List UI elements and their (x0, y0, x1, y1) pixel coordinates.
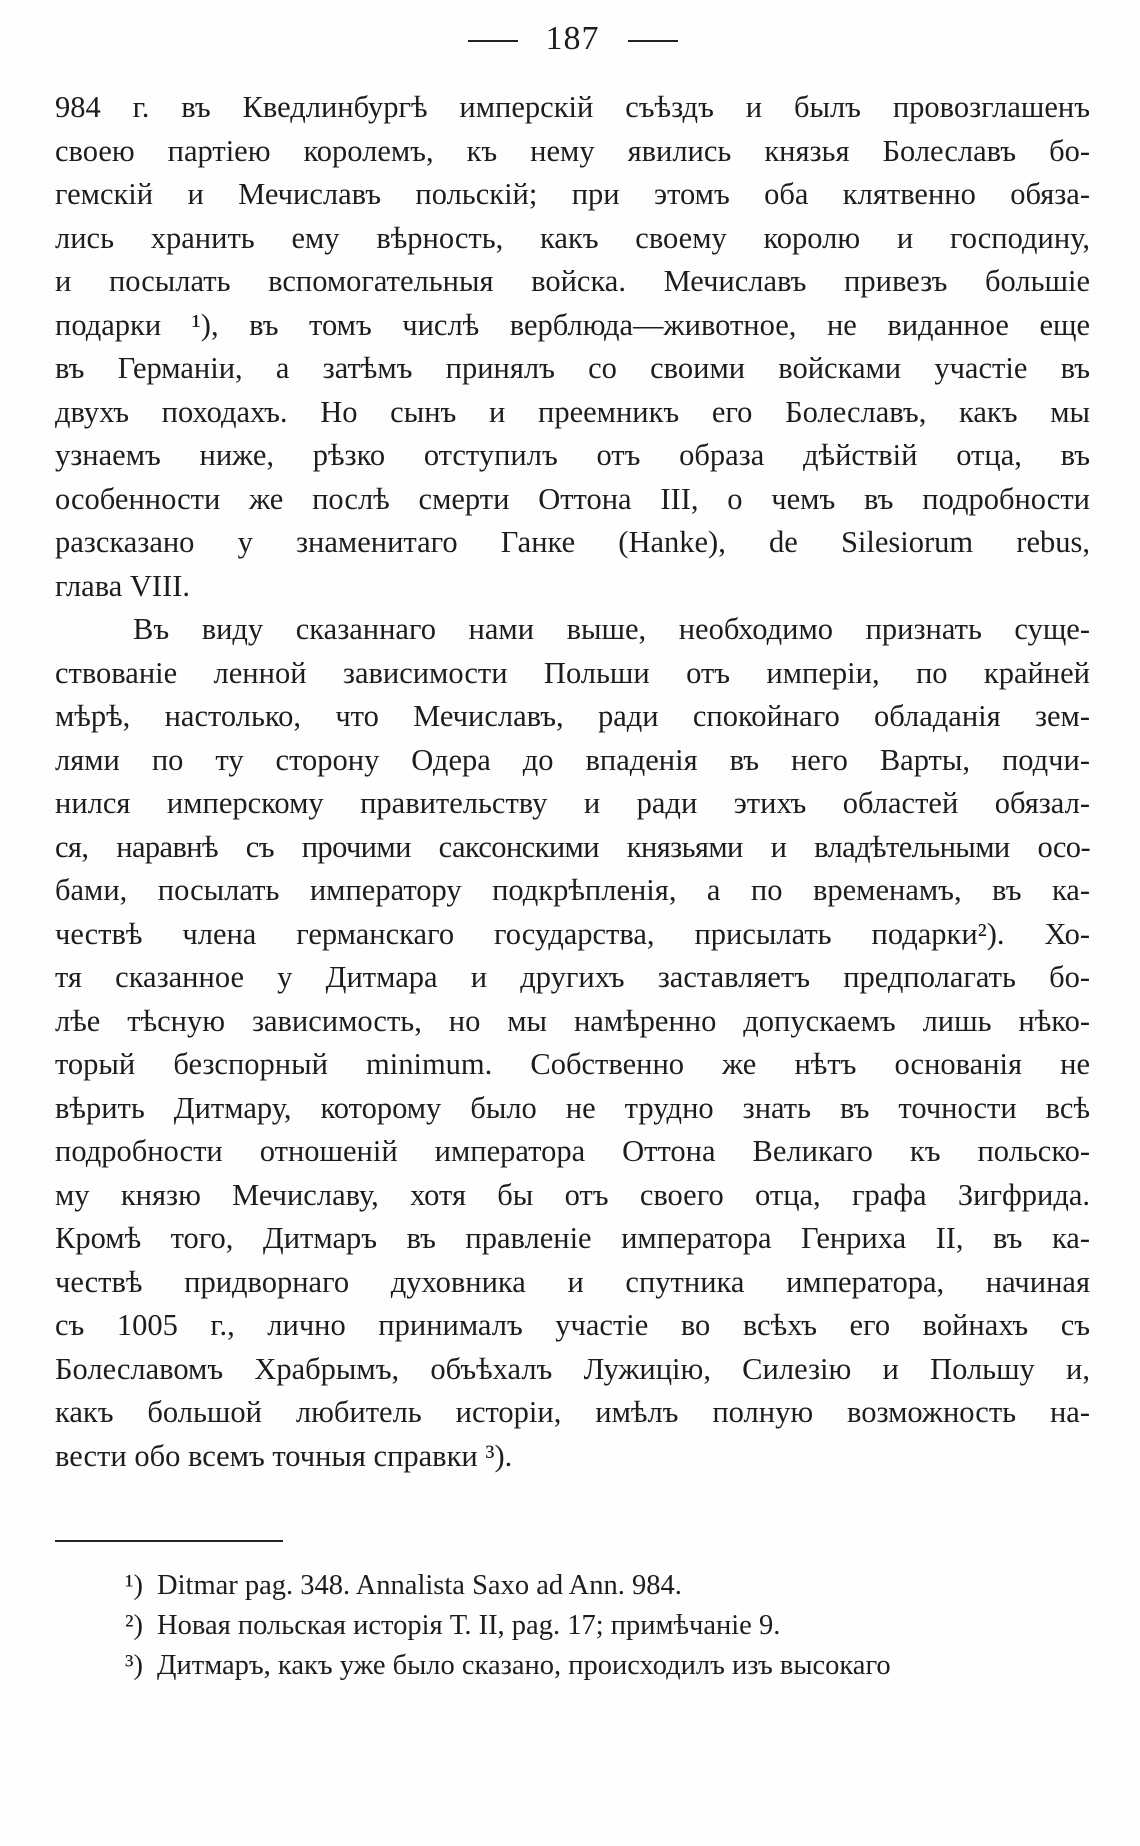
footnote-text: Дитмаръ, какъ уже было сказано, происходилъ изъ высокаго (157, 1650, 891, 1681)
footnote-text: Новая польская исторія Т. II, pag. 17; примѣчаніе 9. (157, 1610, 781, 1641)
footnote-mark: ³) (125, 1650, 144, 1681)
text-line: Въ виду сказаннаго нами выше, необходимо признать суще- (133, 612, 1090, 646)
text-line: торый безспорный minimum. Собственно же нѣтъ основанія не (55, 1047, 1090, 1081)
text-line: ствованіе ленной зависимости Польши отъ имперіи, по крайней (55, 655, 1090, 690)
text-line: лѣе тѣсную зависимость, но мы намѣренно допускаемъ лишь нѣко- (55, 1003, 1090, 1038)
footnote-3 (55, 1646, 1090, 1686)
text-line: чествѣ придворнаго духовника и спутника императора, начиная (55, 1264, 1090, 1299)
book-page (55, 0, 1090, 1846)
text-line: съ 1005 г., лично принималъ участіе во всѣхъ его войнахъ съ (55, 1308, 1090, 1342)
footnote-mark: ¹) (125, 1570, 144, 1601)
text-line: лись хранить ему вѣрность, какъ своему королю и господину, (55, 220, 1090, 255)
text-line: 984 г. въ Кведлинбургѣ имперскій съѣздъ и былъ провозглашенъ (55, 90, 1090, 124)
text-line: мѣрѣ, настолько, что Мечиславъ, ради спокойнаго обладанія зем- (55, 699, 1090, 733)
text-line: чествѣ члена германскаго государства, присылать подарки²). Хо- (55, 916, 1090, 951)
body-text (55, 86, 1090, 1478)
text-line: вести обо всемъ точныя справки ³). (55, 1438, 513, 1473)
text-line: лями по ту сторону Одера до впаденія въ него Варты, подчи- (55, 742, 1090, 777)
text-line: тя сказанное у Дитмара и другихъ заставляетъ предполагать бо- (55, 960, 1090, 994)
text-line: разсказано у знаменитаго Ганке (Hanke), de Silesiorum rebus, (55, 525, 1090, 559)
footnote-2 (55, 1606, 1090, 1646)
text-line: особенности же послѣ смерти Оттона III, о чемъ въ подробности (55, 481, 1090, 516)
text-line: узнаемъ ниже, рѣзко отступилъ отъ образа дѣйствій отца, въ (55, 438, 1090, 472)
page-number: 187 (545, 20, 600, 57)
header-dash-left (468, 40, 518, 42)
text-line: подробности отношеній императора Оттона Великаго къ польско- (55, 1134, 1090, 1168)
footnotes (55, 1566, 1090, 1686)
footnote-mark: ²) (125, 1610, 144, 1641)
text-line: гемскій и Мечиславъ польскій; при этомъ оба клятвенно обяза- (55, 177, 1090, 211)
footnote-1 (55, 1566, 1090, 1606)
footnote-rule (55, 1540, 283, 1542)
text-line: нился имперскому правительству и ради этихъ областей обязал- (55, 786, 1090, 820)
text-line: подарки ¹), въ томъ числѣ верблюда—животное, не виданное еще (55, 307, 1090, 342)
text-line: глава VIII. (55, 568, 191, 603)
text-line: бами, посылать императору подкрѣпленія, а по временамъ, въ ка- (55, 873, 1090, 907)
text-line: своею партіею королемъ, къ нему явились князья Болеславъ бо- (55, 133, 1090, 168)
page-header (55, 14, 1090, 64)
footnote-text: Ditmar pag. 348. Annalista Saxo ad Ann. 984. (157, 1570, 682, 1601)
text-line: въ Германіи, а затѣмъ принялъ со своими войсками участіе въ (55, 351, 1090, 385)
text-line: и посылать вспомогательныя войска. Мечиславъ привезъ большіе (55, 264, 1090, 298)
header-dash-right (628, 40, 678, 42)
text-line: Кромѣ того, Дитмаръ въ правленіе императора Генриха II, въ ка- (55, 1221, 1090, 1255)
text-line: ся, наравнѣ съ прочими саксонскими князьями и владѣтельными осо- (55, 829, 1090, 864)
text-line: двухъ походахъ. Но сынъ и преемникъ его Болеславъ, какъ мы (55, 394, 1090, 429)
text-line: Болеславомъ Храбрымъ, объѣхалъ Лужицію, Силезію и Польшу и, (55, 1351, 1090, 1386)
text-line: какъ большой любитель исторіи, имѣлъ полную возможность на- (55, 1395, 1090, 1429)
text-line: му князю Мечиславу, хотя бы отъ своего отца, графа Зигфрида. (55, 1177, 1090, 1212)
text-line: вѣрить Дитмару, которому было не трудно знать въ точности всѣ (55, 1090, 1090, 1125)
